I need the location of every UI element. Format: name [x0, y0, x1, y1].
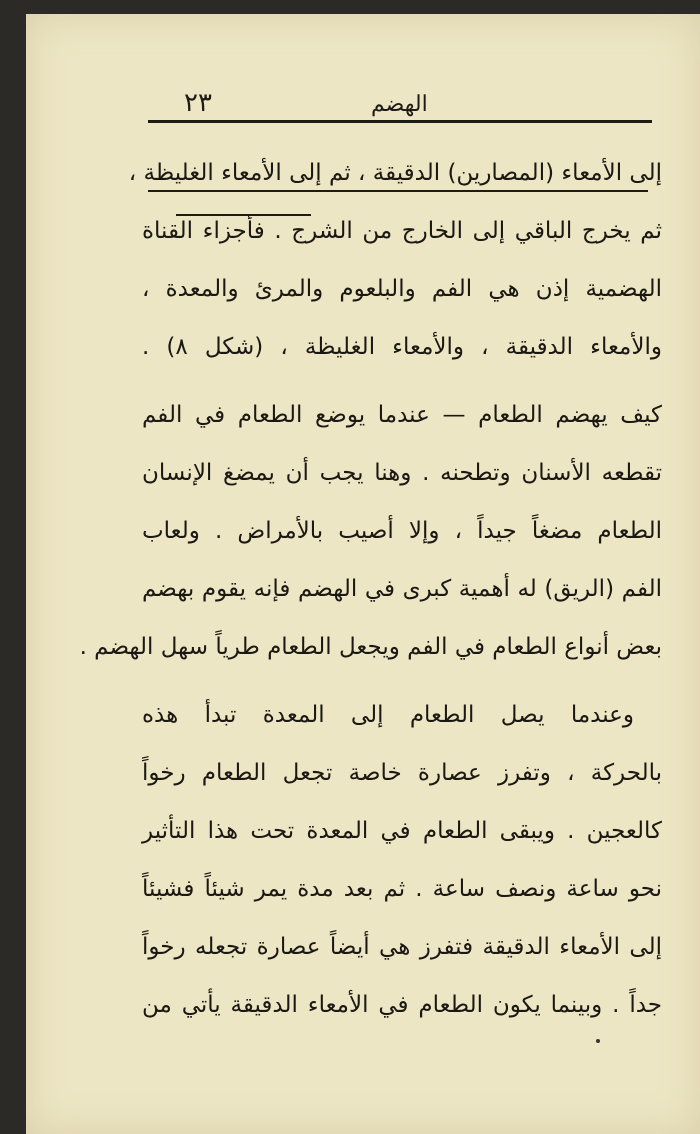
header-rule	[148, 120, 652, 123]
text-underline	[148, 190, 648, 192]
text-line: الهضمية إذن هي الفم والبلعوم والمرئ والمعدة ،	[142, 276, 662, 302]
text-line: إلى الأمعاء الدقيقة فتفرز هي أيضاً عصارة تجعله رخواً	[142, 934, 662, 960]
text-line: والأمعاء الدقيقة ، والأمعاء الغليظة ، (شكل ٨) .	[142, 334, 662, 360]
text-line: إلى الأمعاء (المصارين) الدقيقة ، ثم إلى الأمعاء الغليظة ،	[128, 160, 662, 186]
text-line: الطعام مضغاً جيداً ، وإلا أصيب بالأمراض . ولعاب	[142, 518, 662, 544]
text-line: تقطعه الأسنان وتطحنه . وهنا يجب أن يمضغ الإنسان	[142, 460, 662, 486]
text-line: كالعجين . ويبقى الطعام في المعدة تحت هذا التأثير	[142, 818, 662, 844]
running-title: الهضم	[371, 92, 428, 117]
text-line: بعض أنواع الطعام في الفم ويجعل الطعام طرياً سهل الهضم .	[79, 634, 662, 660]
text-line: ثم يخرج الباقي إلى الخارج من الشرج . فأجزاء القناة	[142, 218, 662, 244]
text-line: نحو ساعة ونصف ساعة . ثم بعد مدة يمر شيئاً فشيئاً	[142, 876, 662, 902]
text-line: جداً . وبينما يكون الطعام في الأمعاء الدقيقة يأتي من	[142, 992, 662, 1018]
text-underline	[176, 214, 311, 216]
book-page	[26, 14, 700, 1134]
body-text	[79, 144, 662, 1034]
page-number: ٢٣	[184, 88, 212, 118]
text-line: بالحركة ، وتفرز عصارة خاصة تجعل الطعام رخواً	[142, 760, 662, 786]
text-line: وعندما يصل الطعام إلى المعدة تبدأ هذه	[142, 702, 634, 728]
ink-speck	[596, 1039, 600, 1043]
text-line: الفم (الريق) له أهمية كبرى في الهضم فإنه يقوم بهضم	[142, 576, 662, 602]
text-line: كيف يهضم الطعام — عندما يوضع الطعام في الفم	[142, 402, 662, 428]
